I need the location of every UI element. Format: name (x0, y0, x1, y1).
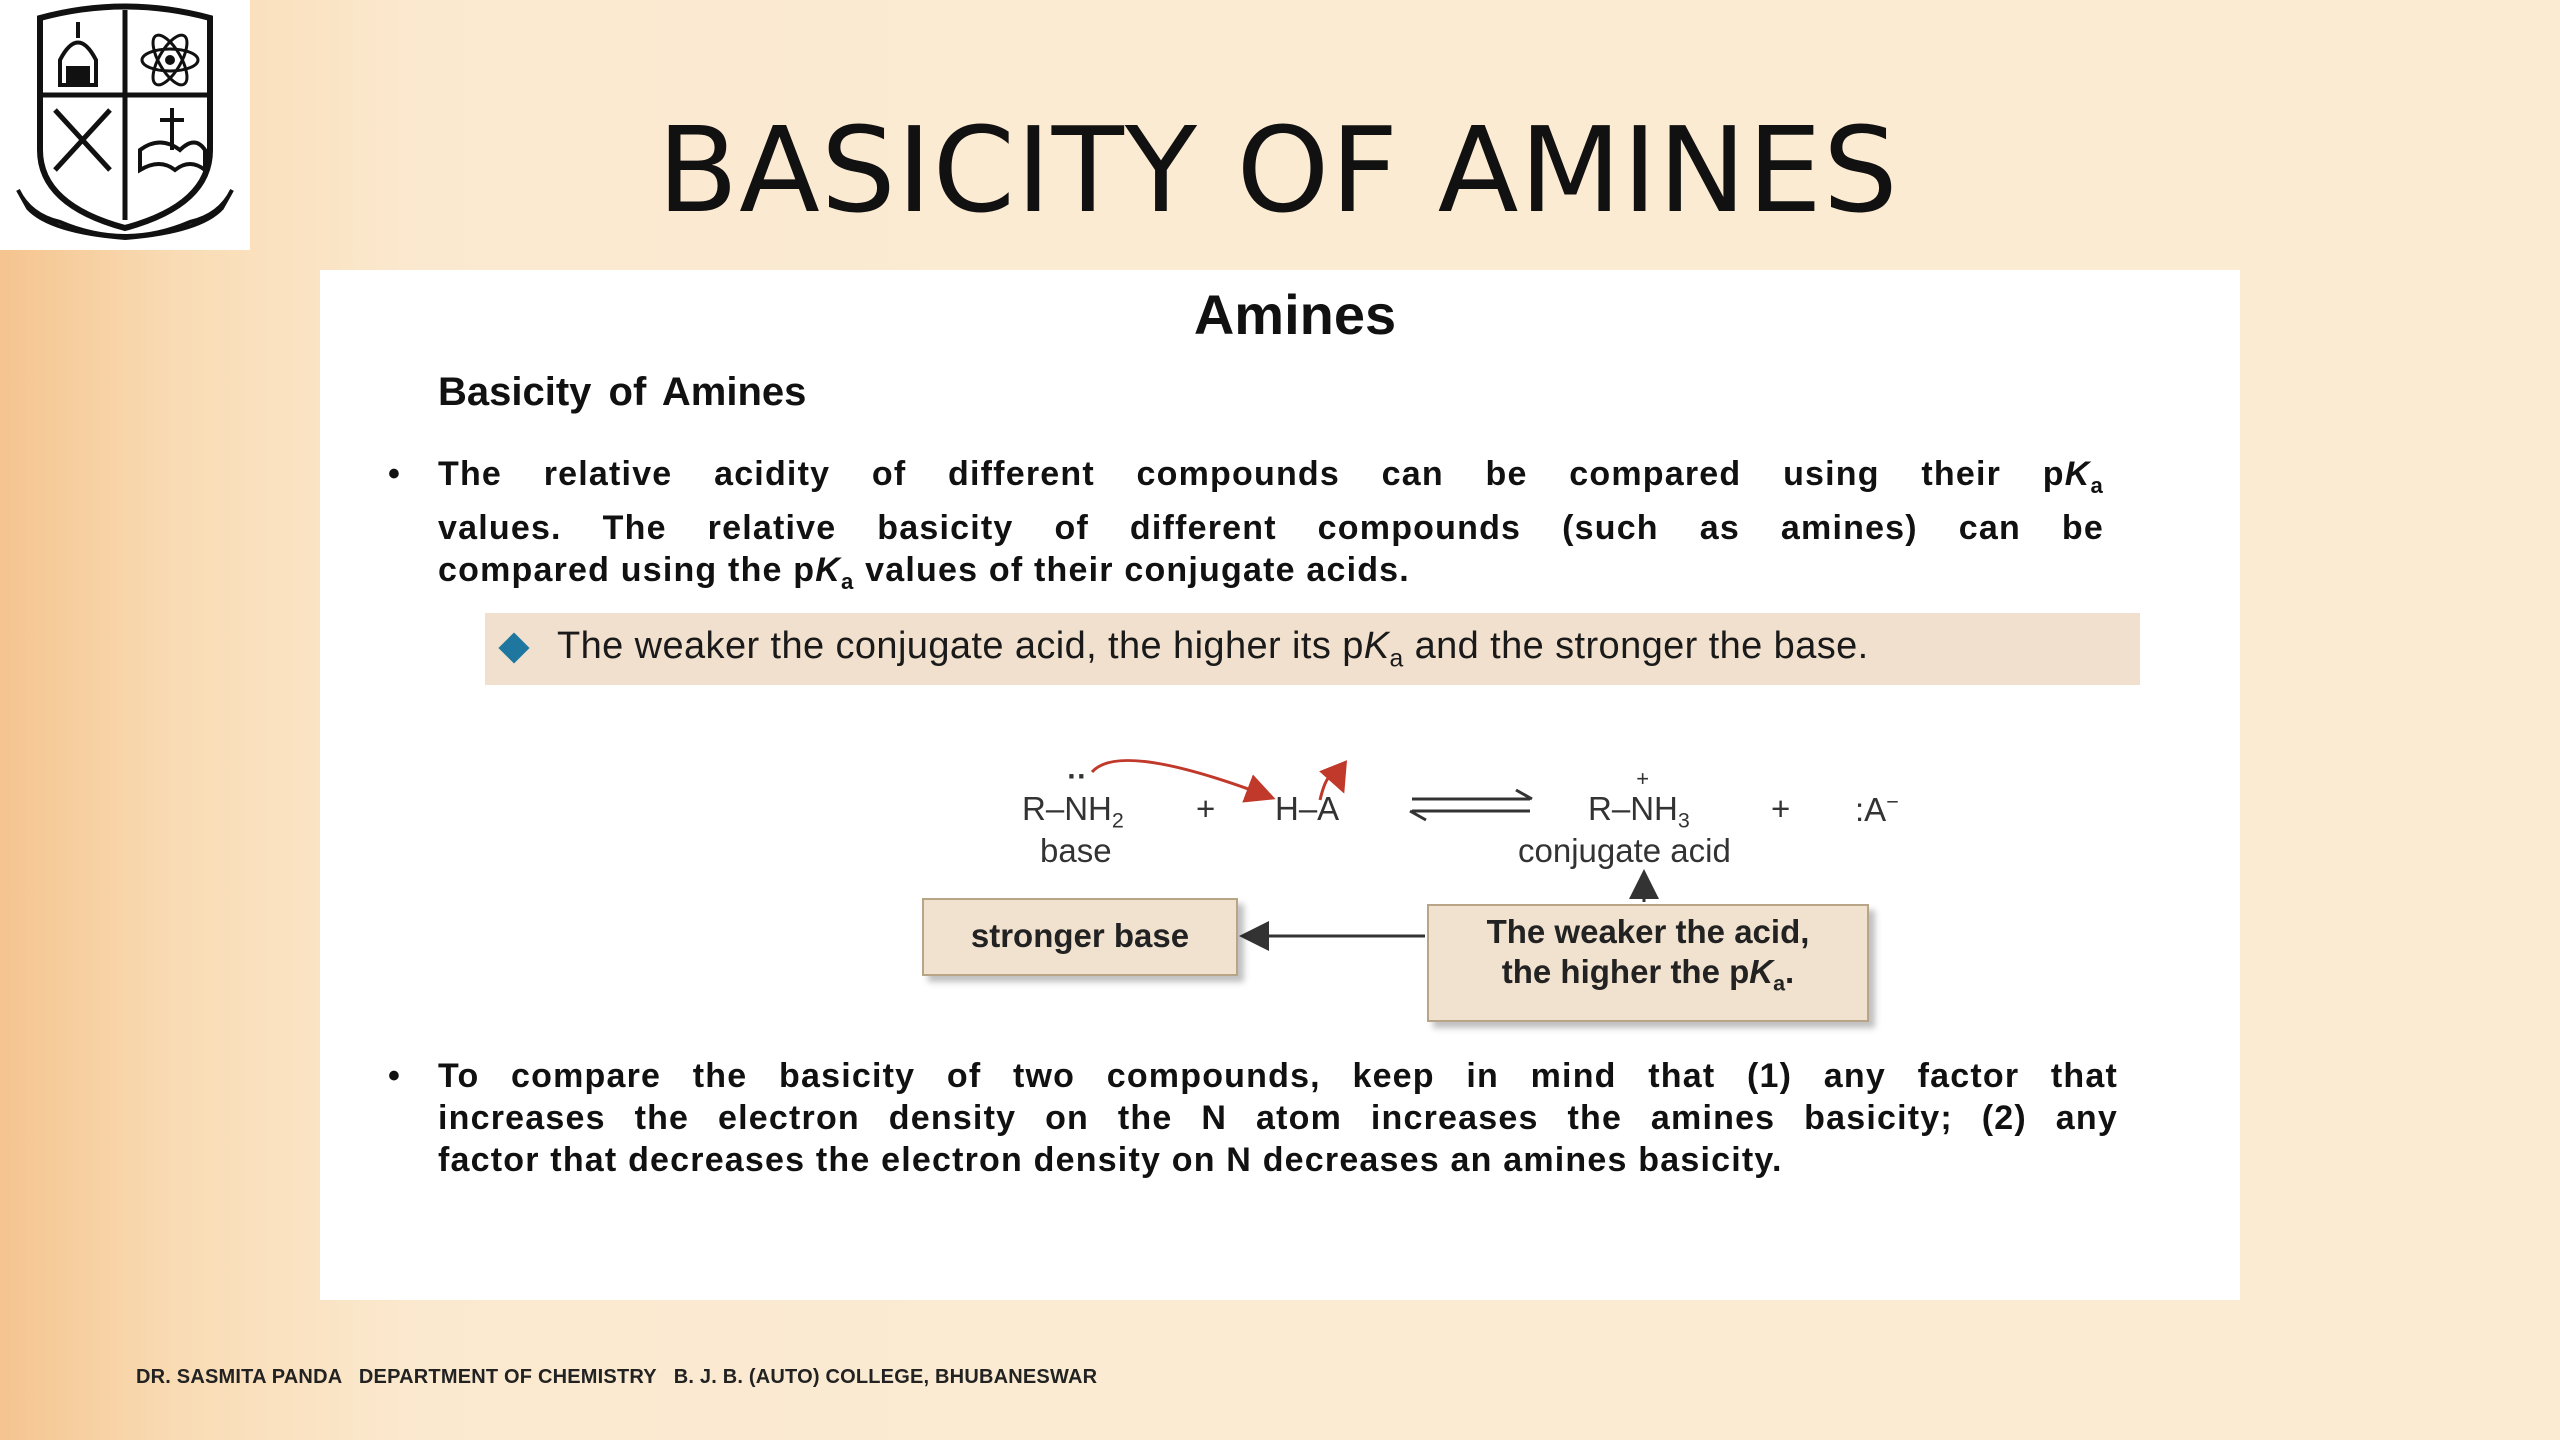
amine-formula: R–N ·· $H_2$ (1022, 760, 1124, 833)
acid-formula: H–A (1275, 790, 1340, 827)
section-heading: Basicity of Amines (438, 370, 807, 414)
conjugate-acid-label: conjugate acid (1518, 832, 1731, 869)
para2-line2: increases the electron density on the N atom increases the amines basicity; (2) any (438, 1099, 2118, 1137)
product-formula: R–N + $H_3$ (1588, 766, 1690, 833)
weaker-acid-line1: The weaker the acid, (1486, 913, 1810, 950)
bullet-1: • (388, 455, 400, 493)
lone-pair-icon: ·· (1067, 760, 1088, 793)
footer-credit: DR. SASMITA PANDA DEPARTMENT OF CHEMISTRY B. J. B. (AUTO) COLLEGE, BHUBANESWAR (136, 1366, 1098, 1388)
plus-sign-2: + (1771, 790, 1791, 827)
anion-formula: :A− (1855, 790, 1899, 828)
content-panel (320, 270, 2240, 1300)
plus-sign-1: + (1196, 790, 1216, 827)
weaker-acid-line2: the higher the $pK_a$. (1501, 953, 1795, 996)
panel-heading: Amines (1193, 283, 1397, 346)
key-point-text: The weaker the conjugate acid, the higher its $pK_a$ and the stronger the base. (557, 625, 1869, 673)
base-label: base (1040, 832, 1112, 869)
para2-line1: To compare the basicity of two compounds, keep in mind that (1) any factor that (438, 1057, 2118, 1095)
stronger-base-box: stronger base (922, 898, 1238, 976)
bullet-2: • (388, 1057, 400, 1095)
para2-line3: factor that decreases the electron density on N decreases an amines basicity. (438, 1141, 1783, 1179)
slide-title: BASICITY OF AMINES (657, 101, 1899, 239)
weaker-acid-box (1427, 904, 1869, 1022)
para1-line3: compared using the $pK_a$ values of their conjugate acids. (438, 550, 1410, 594)
para1-line2: values. The relative basicity of different compounds (such as amines) can be (438, 508, 2104, 547)
para1-line1: The relative acidity of different compounds can be compared using their $pK_a$ (438, 455, 2104, 498)
paragraph-compare (438, 1055, 2118, 1181)
